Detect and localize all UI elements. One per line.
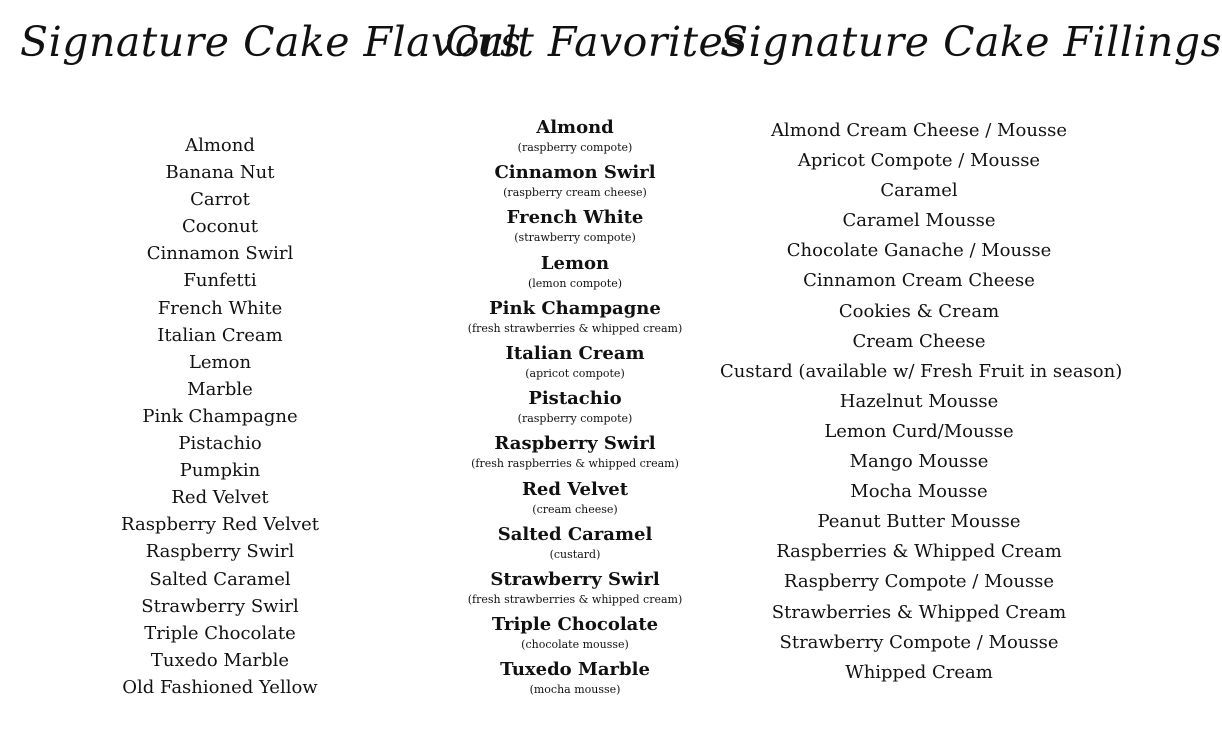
flavor-item: Funfetti — [183, 270, 257, 292]
cult-favorite-item — [445, 477, 705, 522]
cult-favorite-item — [445, 205, 705, 250]
cult-favorite-name: Red Velvet — [521, 478, 629, 500]
filling-item: Custard (available w/ Fresh Fruit in season) — [720, 360, 1123, 382]
filling-item: Caramel — [880, 180, 958, 202]
cult-favorite-item — [445, 296, 705, 341]
flavors-heading: Signature Cake Flavors — [20, 18, 522, 66]
flavor-item: Strawberry Swirl — [141, 595, 299, 617]
flavor-item: Salted Caramel — [149, 568, 291, 590]
cult-favorite-item — [445, 341, 705, 386]
cult-favorite-item — [445, 115, 705, 160]
flavor-item: Tuxedo Marble — [150, 649, 290, 671]
cult-favorite-name: Pistachio — [528, 388, 622, 410]
cult-favorite-name: French White — [506, 207, 644, 229]
fillings-list — [720, 116, 1123, 688]
filling-item: Almond Cream Cheese / Mousse — [770, 120, 1068, 141]
flavor-item: Triple Chocolate — [144, 622, 296, 644]
cult-favorite-name: Tuxedo Marble — [500, 659, 650, 681]
flavor-item: Raspberry Red Velvet — [121, 514, 319, 536]
flavor-item: Old Fashioned Yellow — [122, 676, 318, 698]
filling-item: Strawberry Compote / Mousse — [779, 631, 1059, 653]
cult-favorite-name: Strawberry Swirl — [490, 568, 660, 590]
filling-item: Cream Cheese — [852, 330, 986, 352]
cult-favorite-filling: (lemon compote) — [527, 276, 623, 290]
cult-favorite-name: Cinnamon Swirl — [494, 162, 656, 184]
cult-favorite-item — [445, 657, 705, 702]
cult-favorites-heading: Cult Favorites — [445, 18, 745, 66]
flavor-item: Italian Cream — [157, 324, 283, 346]
flavor-item: Pistachio — [178, 433, 262, 455]
filling-item: Whipped Cream — [845, 661, 993, 683]
cult-favorite-filling: (raspberry cream cheese) — [503, 186, 647, 200]
cult-favorite-filling: (strawberry compote) — [514, 231, 636, 245]
filling-item: Hazelnut Mousse — [839, 390, 999, 412]
flavor-item: Carrot — [190, 189, 250, 211]
cult-favorite-name: Triple Chocolate — [491, 614, 659, 636]
filling-item: Lemon Curd/Mousse — [824, 420, 1014, 442]
filling-item: Caramel Mousse — [842, 210, 996, 232]
cult-favorite-name: Pink Champagne — [489, 297, 661, 319]
filling-item: Peanut Butter Mousse — [817, 511, 1021, 533]
fillings-column — [720, 0, 1222, 688]
cult-favorite-filling: (chocolate mousse) — [521, 638, 629, 652]
cult-favorite-filling: (custard) — [549, 547, 601, 561]
cult-favorite-item — [445, 431, 705, 476]
cult-favorite-name: Raspberry Swirl — [494, 433, 656, 455]
cult-favorite-name: Italian Cream — [505, 342, 645, 364]
cult-favorite-name: Almond — [536, 117, 614, 138]
cult-favorite-filling: (raspberry compote) — [517, 412, 633, 426]
filling-item: Chocolate Ganache / Mousse — [786, 240, 1052, 262]
flavor-item: Banana Nut — [165, 162, 275, 184]
filling-item: Strawberries & Whipped Cream — [771, 601, 1067, 623]
flavor-item: Raspberry Swirl — [145, 541, 295, 563]
filling-item: Apricot Compote / Mousse — [797, 150, 1041, 172]
flavors-list — [20, 132, 420, 701]
flavor-item: Coconut — [182, 216, 258, 238]
flavor-item: Almond — [185, 135, 255, 156]
flavor-item: Lemon — [188, 351, 252, 373]
cult-favorite-filling: (fresh strawberries & whipped cream) — [467, 592, 683, 606]
filling-item: Mocha Mousse — [850, 481, 988, 503]
cult-favorite-filling: (apricot compote) — [525, 366, 625, 380]
flavor-item: French White — [157, 297, 283, 319]
flavor-item: Cinnamon Swirl — [146, 243, 294, 265]
cult-favorite-filling: (mocha mousse) — [529, 683, 621, 697]
cult-favorites-list — [445, 115, 705, 702]
cult-favorite-item — [445, 522, 705, 567]
cult-favorite-item — [445, 612, 705, 657]
cult-favorite-filling: (cream cheese) — [532, 502, 618, 516]
cult-favorite-name: Lemon — [540, 252, 610, 274]
flavor-item: Red Velvet — [171, 487, 269, 509]
flavor-item: Pumpkin — [179, 460, 261, 482]
cult-favorite-item — [445, 386, 705, 431]
cult-favorites-column — [445, 0, 745, 702]
cult-favorite-filling: (raspberry compote) — [517, 141, 633, 154]
cult-favorite-item — [445, 160, 705, 205]
flavor-item: Pink Champagne — [142, 405, 298, 427]
cult-favorite-filling: (fresh strawberries & whipped cream) — [467, 321, 683, 335]
filling-item: Cinnamon Cream Cheese — [803, 270, 1035, 292]
filling-item: Cookies & Cream — [838, 300, 1000, 322]
cult-favorite-item — [445, 567, 705, 612]
fillings-heading: Signature Cake Fillings — [720, 18, 1222, 66]
cult-favorite-filling: (fresh raspberries & whipped cream) — [471, 457, 679, 471]
cult-favorite-name: Salted Caramel — [497, 523, 653, 545]
flavors-column — [20, 0, 522, 701]
filling-item: Raspberries & Whipped Cream — [776, 541, 1062, 563]
filling-item: Mango Mousse — [849, 451, 989, 473]
cult-favorite-item — [445, 251, 705, 296]
flavor-item: Marble — [187, 378, 253, 400]
filling-item: Raspberry Compote / Mousse — [783, 571, 1055, 593]
